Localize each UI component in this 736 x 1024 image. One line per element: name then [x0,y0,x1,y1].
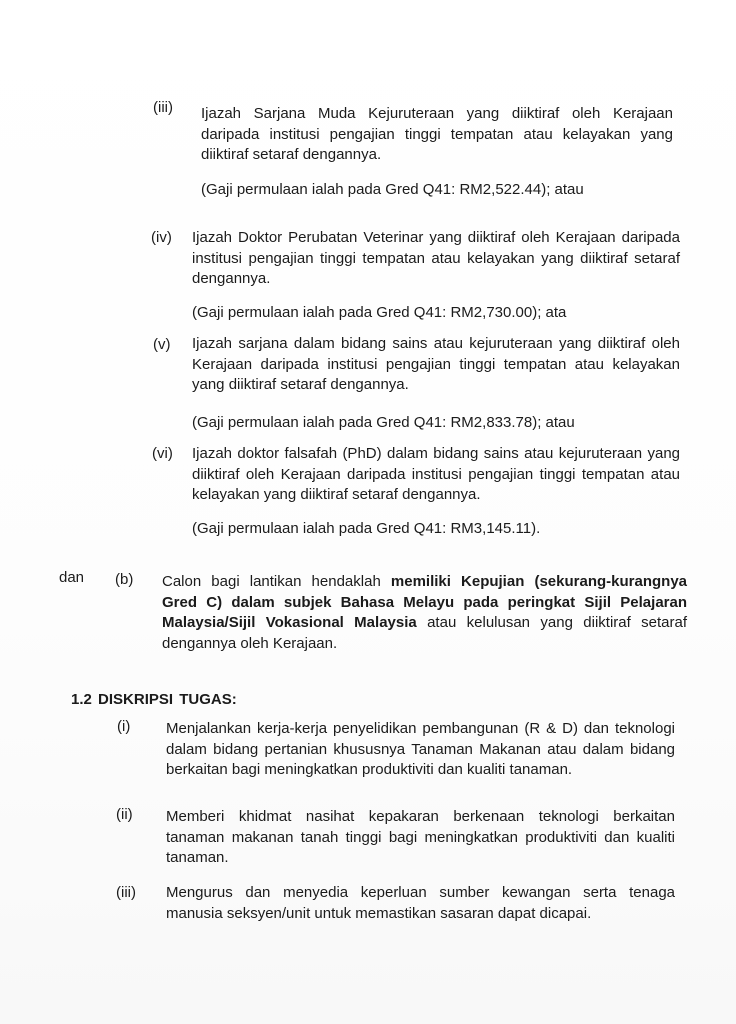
salary-note: (Gaji permulaan ialah pada Gred Q41: RM2,730.00); ata [192,304,567,321]
salary-note: (Gaji permulaan ialah pada Gred Q41: RM2,522.44); atau [201,181,584,198]
item-number: (iii) [153,99,173,116]
text-emphasis: memiliki Kepujian (sekurang-kurangnya Gred C) dalam subjek Bahasa Melayu pada peringkat Sijil Pelajaran Malaysia/Sijil Vokasional Malaysia [162,573,688,631]
text-regular: Calon bagi lantikan hendaklah [162,573,391,590]
item-number: (ii) [116,806,133,823]
item-number: (v) [153,336,171,353]
salary-note: (Gaji permulaan ialah pada Gred Q41: RM2,833.78); atau [192,414,575,431]
item-number: (b) [115,571,134,588]
item-text: Memberi khidmat nasihat kepakaran berkenaan teknologi berkaitan tanaman makanan tanah tinggi bagi meningkatkan produktiviti dan kualiti tanaman. [166,808,675,866]
item-number: (i) [117,718,131,735]
salary-note: (Gaji permulaan ialah pada Gred Q41: RM3,145.11). [192,520,541,537]
item-text: Ijazah sarjana dalam bidang sains atau kejuruteraan yang diiktiraf oleh Kerajaan daripada institusi pengajian tinggi tempatan atau kelayakan yang diiktiraf setaraf dengannya. [192,335,680,393]
item-text: Ijazah Sarjana Muda Kejuruteraan yang diiktiraf oleh Kerajaan daripada institusi pengajian tinggi tempatan atau kelayakan yang diiktiraf setaraf dengannya. [201,105,673,163]
item-number: (iv) [151,229,172,246]
item-text: Ijazah doktor falsafah (PhD) dalam bidang sains atau kejuruteraan yang diiktiraf oleh Kerajaan daripada institusi pengajian tinggi tempatan atau kelayakan yang diiktiraf setaraf dengannya. [192,445,680,503]
section-heading: 1.2 DISKRIPSI TUGAS: [71,691,237,708]
item-number: (iii) [116,884,136,901]
item-number: (vi) [152,445,173,462]
item-text: Ijazah Doktor Perubatan Veterinar yang diiktiraf oleh Kerajaan daripada institusi pengajian tinggi tempatan atau kelayakan yang diiktiraf setaraf dengannya. [192,229,680,287]
item-text: Menjalankan kerja-kerja penyelidikan pembangunan (R & D) dan teknologi dalam bidang pertanian khususnya Tanaman Makanan atau dalam bidang berkaitan bagi meningkatkan produktiviti dan kualiti tanaman. [166,720,675,778]
item-text [162,572,687,654]
text-regular: atau kelulusan yang diiktiraf setaraf dengannya oleh Kerajaan. [162,614,687,652]
item-text: Mengurus dan menyedia keperluan sumber kewangan serta tenaga manusia seksyen/unit untuk memastikan sasaran dapat dicapai. [166,884,675,922]
connector-word: dan [59,569,85,586]
